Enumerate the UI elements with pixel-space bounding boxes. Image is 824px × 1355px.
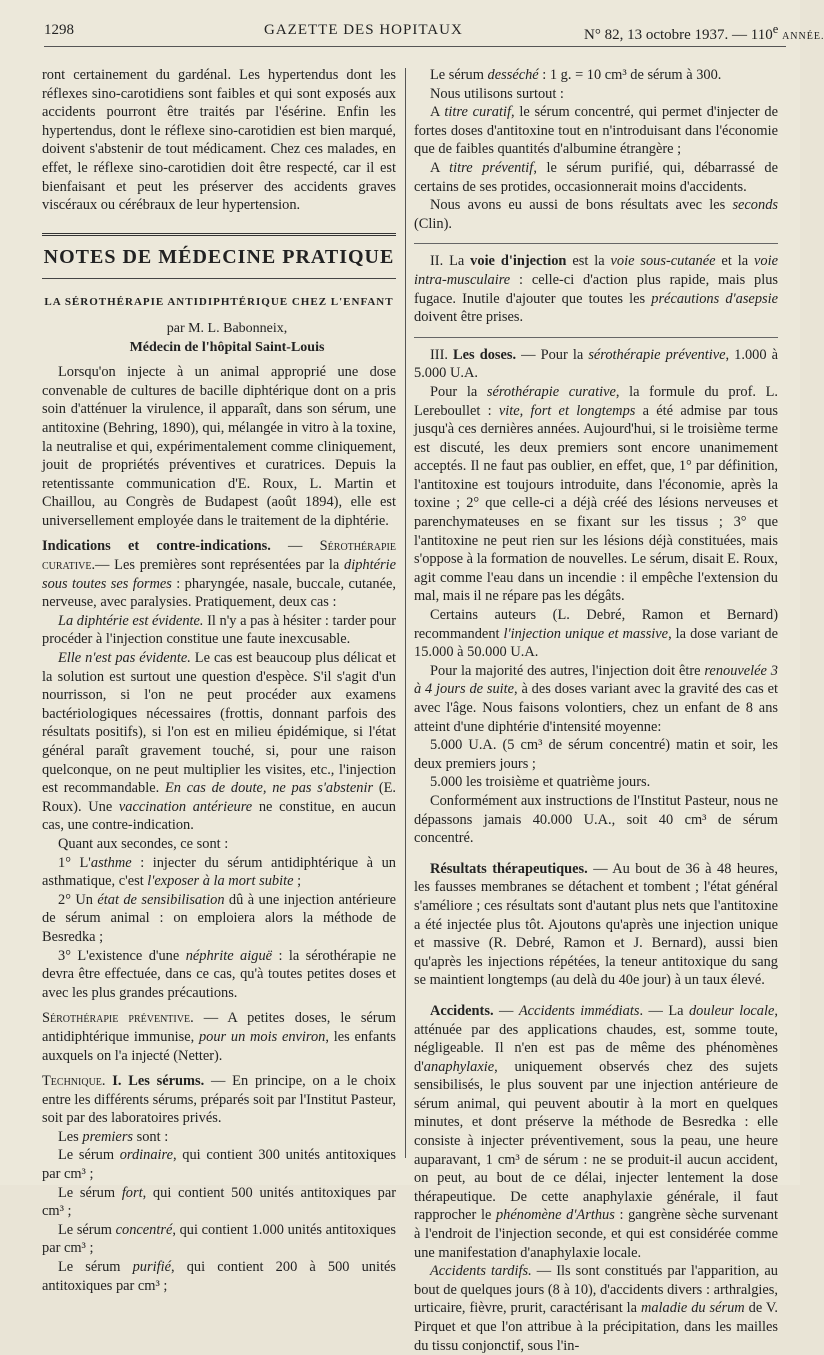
section-rule — [414, 337, 778, 338]
page-header — [44, 22, 824, 44]
paragraph: Le sérum fort, qui contient 500 unités antitoxiques par cm³ ; — [42, 1184, 397, 1220]
issue-info: N° 82, 13 octobre 1937. — 110e ANNÉE. — [584, 22, 824, 43]
paragraph: 3° L'existence d'une néphrite aiguë : la sérothérapie ne devra être effectuée, dans ce cas, qu'à toutes petites doses et avec les plus grandes précautions. — [42, 947, 396, 1001]
article-title: LA SÉROTHÉRAPIE ANTIDIPHTÉRIQUE CHEZ L'ENFANT — [44, 296, 394, 309]
paragraph: Technique. I. Les sérums. — En principe, on a le choix entre les différents sérums, préparés soit par l'Institut Pasteur, soit par des laboratoires privés. — [42, 1073, 396, 1127]
paragraph: Certains auteurs (L. Debré, Ramon et Bernard) recommandent l'injection unique et massive, la dose variant de 15.000 à 50.000 U.A. — [414, 607, 778, 661]
header-rule — [44, 46, 786, 47]
paragraph: III. Les doses. — Pour la sérothérapie préventive, 1.000 à 5.000 U.A. — [414, 346, 779, 382]
paragraph: 2° Un état de sensibilisation dû à une injection antérieure de sérum animal : on emploiera alors la méthode de Besredka ; — [42, 891, 397, 945]
paragraph: Le sérum desséché : 1 g. = 10 cm³ de sérum à 300. — [430, 67, 722, 83]
paragraph: Pour la sérothérapie curative, la formule du prof. L. Lereboullet : vite, fort et longtemps a été admise par tous jusqu'à ces dernières années. Aujourd'hui, si le troisième terme est discuté, les deux premiers sont encore unanimement acceptés. Il ne faut pas oublier, en effet, que, 1° par définition, l'antitoxine est toujours introduite, dans l'économie, après la toxine ; 2° que celle-ci a déjà créé des lésions nerveuses et parenchymateuses en se fixant sur les tissus ; 3° que l'antitoxine ne peut rien sur les lésions déjà constituées, mais s'oppose à la formation de nouvelles. Le sérum, disait E. Roux, agit comme l'eau dans un incendie : il empêche l'extension du mal, mais il ne répare pas les dégâts. — [414, 383, 778, 605]
section-rule — [414, 243, 778, 244]
paragraph: A titre curatif, le sérum concentré, qui permet d'injecter de fortes doses d'antitoxine tout en n'introduisant dans l'économie que de faibles quantités d'albumine étrangère ; — [414, 104, 779, 158]
notes-section — [42, 233, 396, 357]
page-number: 1298 — [44, 22, 74, 38]
paragraph: Nous avons eu aussi de bons résultats avec les seconds (Clin). — [414, 197, 778, 232]
paragraph: Accidents tardifs. — Ils sont constitués par l'apparition, au bout de quelques jours (8 à 10), d'accidents divers : arthralgies, urticaire, fièvre, prurit, caractérisant la maladie du sérum de V. Pirquet et que l'on attribue à la précipitation, dans les mailles du tissu conjonctif, sous l'in- — [414, 1263, 779, 1354]
paragraph: Accidents. — Accidents immédiats. — La douleur locale, atténuée par des applications chaudes, est, somme toute, négligeable. Il n'en est pas de même des phénomènes d'anaphylaxie, uniquement observés chez des sujets sensibilisés, le plus souvent par une injection antérieure de sérum animal, qui peuvent aboutir à la mort en quelques minutes, et dont préserve la méthode de Besredka : elle consiste à injecter préventivement, sous la peau, une heure auparavant, 1 cm³ de sérum : ne se produit-il aucun accident, on peut, au bout de ce délai, injecter lentement la dose thérapeutique. De cette anaphylaxie générale, il faut rapprocher le phénomène d'Arthus : gangrène sèche survenant à l'endroit de l'injection seconde, et qui est considérée comme une manifestation d'anaphylaxie locale. — [414, 1002, 779, 1261]
paragraph: Elle n'est pas évidente. Le cas est beaucoup plus délicat et la solution est surtout une question d'espèce. S'il s'agit d'un nourrisson, si l'on ne peut procéder aux examens bactériologiques nécessaires (frottis, donnant parfois des résultats positifs), si l'on est en milieu épidémique, si l'état général paraît gravement touché, si, pour une raison quelconque, on ne peut multiplier les visites, etc., l'injection est recommandable. En cas de doute, ne pas s'abstenir (E. Roux). Une vaccination antérieure ne constitue, en aucun cas, une contre-indication. — [42, 650, 397, 834]
paragraph: Le sérum purifié, qui contient 200 à 500 unités antitoxiques par cm³ ; — [42, 1259, 396, 1294]
left-column — [42, 66, 397, 1294]
paragraph: Le sérum ordinaire, qui contient 300 unités antitoxiques par cm³ ; — [42, 1147, 397, 1183]
paragraph: II. La voie d'injection est la voie sous-cutanée et la voie intra-musculaire : celle-ci d'action plus rapide, mais plus fugace. Inutile d'ajouter que toutes les précautions d'asepsie doivent être prises. — [414, 253, 778, 326]
paragraph: Quant aux secondes, ce sont : — [58, 835, 229, 852]
section-rule — [42, 233, 396, 236]
paragraph: 5.000 U.A. (5 cm³ de sérum concentré) matin et soir, les deux premiers jours ; — [414, 737, 778, 772]
paragraph: 5.000 les troisième et quatrième jours. — [430, 774, 651, 791]
paragraph: Indications et contre-indications. — Sérothérapie curative.— Les premières sont représentées par la diphtérie sous toutes ses formes : pharyngée, nasale, buccale, cutanée, nerveuse, avec paralysies. Pratiquement, deux cas : — [42, 538, 397, 611]
article-byline: par M. L. Babonneix, — [166, 320, 288, 336]
author-affiliation: Médecin de l'hôpital Saint-Louis — [129, 339, 325, 355]
section-subrule — [42, 278, 396, 279]
paragraph: 1° L'asthme : injecter du sérum antidiphtérique à un asthmatique, c'est l'exposer à la mort subite ; — [42, 854, 396, 890]
intro-paragraph: ront certainement du gardénal. Les hypertendus dont les réflexes sino-carotidiens sont faibles et qui sont exposés aux accidents pourront être traités par l'ésérine. Enfin les hypertendus, dont le réflexe sino-carotidien est bien marqué, doivent s'abstenir de tout médicament. Chez ces malades, en effet, le réflexe sino-carotidien doit être respecté, car il est bienfaisant et peut les préserver des accidents graves viscéraux ou cérébraux de leur hypertension. — [42, 67, 396, 214]
paragraph: Conformément aux instructions de l'Institut Pasteur, nous ne dépassons jamais 40.000 U.A., soit 40 cm³ de sérum concentré. — [414, 792, 778, 847]
paragraph: Résultats thérapeutiques. — Au bout de 36 à 48 heures, les fausses membranes se détachent et tombent ; l'état général s'améliore ; ces résultats sont d'autant plus nets que l'antitoxine a été injectée plus tôt. Ajoutons qu'après une injection unique et massive (R. Debré, Ramon et J. Bernard), aussi bien qu'après les injections répétées, la teneur antitoxique du sang se maintient longtemps (au delà du 40e jour) à un taux élevé. — [414, 860, 778, 989]
right-column — [414, 66, 779, 1354]
paragraph: Nous utilisons surtout : — [430, 85, 564, 102]
paragraph: La diphtérie est évidente. Il n'y a pas à hésiter : tarder pour procéder à l'injection constitue une faute inexcusable. — [42, 612, 396, 648]
paragraph: A titre préventif, le sérum purifié, qui, débarrassé de certains de ses protides, occasionnerait moins d'accidents. — [414, 159, 778, 195]
paragraph: Sérothérapie préventive. — A petites doses, le sérum antidiphtérique immunise, pour un mois environ, les enfants auxquels on l'a injecté (Netter). — [42, 1010, 397, 1064]
paragraph: Le sérum concentré, qui contient 1.000 unités antitoxiques par cm³ ; — [42, 1221, 396, 1257]
publication-name: GAZETTE DES HOPITAUX — [264, 22, 463, 38]
paragraph: Lorsqu'on injecte à un animal approprié une dose convenable de cultures de bacille diphtérique dont on a pris soin d'atténuer la virulence, il apparaît, dans son sérum, une antitoxine (Behring, 1890), qui, mélangée in vitro à la toxine, la neutralise et qui, expérimentalement comme cliniquement, jouit de propriétés préventives et curatrices. Depuis la retentissante communication d'E. Roux, L. Martin et Chaillou, au Congrès de Budapest (août 1894), elle est universellement employée dans le traitement de la diphtérie. — [42, 364, 396, 529]
column-divider — [405, 68, 406, 1158]
section-title: NOTES DE MÉDECINE PRATIQUE — [43, 245, 395, 268]
paragraph: Les premiers sont : — [58, 1128, 169, 1145]
paragraph: Pour la majorité des autres, l'injection doit être renouvelée 3 à 4 jours de suite, à des doses variant avec la gravité des cas et avec l'âge. Nous faisons volontiers, chez un enfant de 8 ans atteint d'une diphtérie d'intensité moyenne: — [414, 662, 778, 735]
